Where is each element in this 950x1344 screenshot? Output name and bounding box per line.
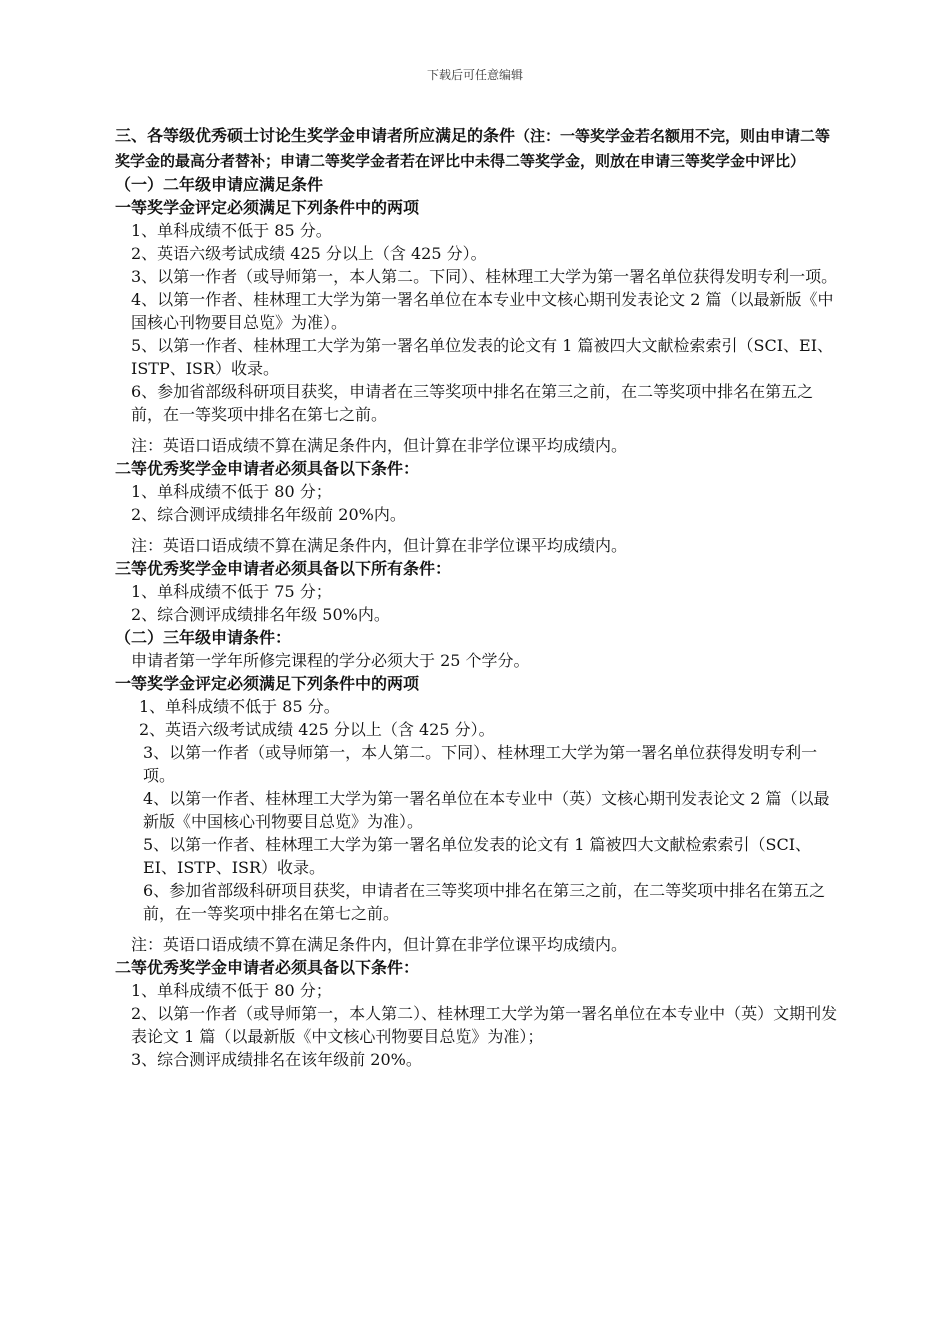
section-heading [115,124,840,173]
page-header: 下载后可任意编辑 [426,68,523,82]
grade2-first-item: 3、以第一作者（或导师第一，本人第二。下同）、桂林理工大学为第一署名单位获得发明专利一项。 [131,267,838,286]
grade3-first-heading: 一等奖学金评定必须满足下列条件中的两项 [115,674,420,693]
grade3-second-item: 3、综合测评成绩排名在该年级前 20%。 [131,1050,422,1069]
section-title: 三、各等级优秀硕士讨论生奖学金申请者所应满足的条件 [115,126,516,145]
grade3-first-item: 5、以第一作者、桂林理工大学为第一署名单位发表的论文有 1 篇被四大文献检索索引（SCI、EI、ISTP、ISR）收录。 [143,835,812,877]
grade3-second-item: 2、以第一作者（或导师第一，本人第二）、桂林理工大学为第一署名单位在本专业中（英）文期刊发表论文 1 篇（以最新版《中文核心刊物要目总览》为准）； [131,1004,838,1046]
grade3-first-item: 3、以第一作者（或导师第一，本人第二。下同）、桂林理工大学为第一署名单位获得发明专利一项。 [143,743,818,785]
grade3-first-item: 1、单科成绩不低于 85 分。 [139,697,340,716]
grade2-third-item: 2、综合测评成绩排名年级 50%内。 [131,605,390,624]
grade3-first-item: 4、以第一作者、桂林理工大学为第一署名单位在本专业中（英）文核心期刊发表论文 2 篇（以最新版《中国核心刊物要目总览》为准）。 [143,789,830,831]
grade3-second-heading: 二等优秀奖学金申请者必须具备以下条件： [115,958,420,977]
document-body [115,124,840,1071]
grade2-first-item: 5、以第一作者、桂林理工大学为第一署名单位发表的论文有 1 篇被四大文献检索索引（SCI、EI、ISTP、ISR）收录。 [131,336,834,378]
grade2-first-item: 1、单科成绩不低于 85 分。 [131,221,332,240]
grade3-first-note: 注：英语口语成绩不算在满足条件内，但计算在非学位课平均成绩内。 [131,935,628,954]
section-note: （注：一等奖学金若名额用不完，则由申请二等奖学金的最高分者替补；申请二等奖学金者若在评比中未得二等奖学金，则放在申请三等奖学金中评比） [115,127,831,170]
grade3-second-item: 1、单科成绩不低于 80 分； [131,981,332,1000]
grade3-intro: 申请者第一学年所修完课程的学分必须大于 25 个学分。 [131,651,530,670]
grade2-first-heading: 一等奖学金评定必须满足下列条件中的两项 [115,198,420,217]
grade3-first-item: 6、参加省部级科研项目获奖，申请者在三等奖项中排名在第三之前，在二等奖项中排名在第五之前，在一等奖项中排名在第七之前。 [143,881,826,923]
grade2-heading: （一）二年级申请应满足条件 [115,175,324,194]
grade2-second-heading: 二等优秀奖学金申请者必须具备以下条件： [115,459,420,478]
grade2-third-heading: 三等优秀奖学金申请者必须具备以下所有条件： [115,559,452,578]
grade2-second-note: 注：英语口语成绩不算在满足条件内，但计算在非学位课平均成绩内。 [131,536,628,555]
grade2-second-item: 1、单科成绩不低于 80 分； [131,482,332,501]
grade2-third-item: 1、单科成绩不低于 75 分； [131,582,332,601]
grade3-heading: （二）三年级申请条件： [115,628,292,647]
grade2-second-item: 2、综合测评成绩排名年级前 20%内。 [131,505,406,524]
grade3-first-item: 2、英语六级考试成绩 425 分以上（含 425 分）。 [139,720,495,739]
grade2-first-item: 6、参加省部级科研项目获奖，申请者在三等奖项中排名在第三之前，在二等奖项中排名在第五之前，在一等奖项中排名在第七之前。 [131,382,814,424]
grade2-first-note: 注：英语口语成绩不算在满足条件内，但计算在非学位课平均成绩内。 [131,436,628,455]
grade2-first-item: 4、以第一作者、桂林理工大学为第一署名单位在本专业中文核心期刊发表论文 2 篇（以最新版《中国核心刊物要目总览》为准）。 [131,290,834,332]
grade2-first-item: 2、英语六级考试成绩 425 分以上（含 425 分）。 [131,244,487,263]
